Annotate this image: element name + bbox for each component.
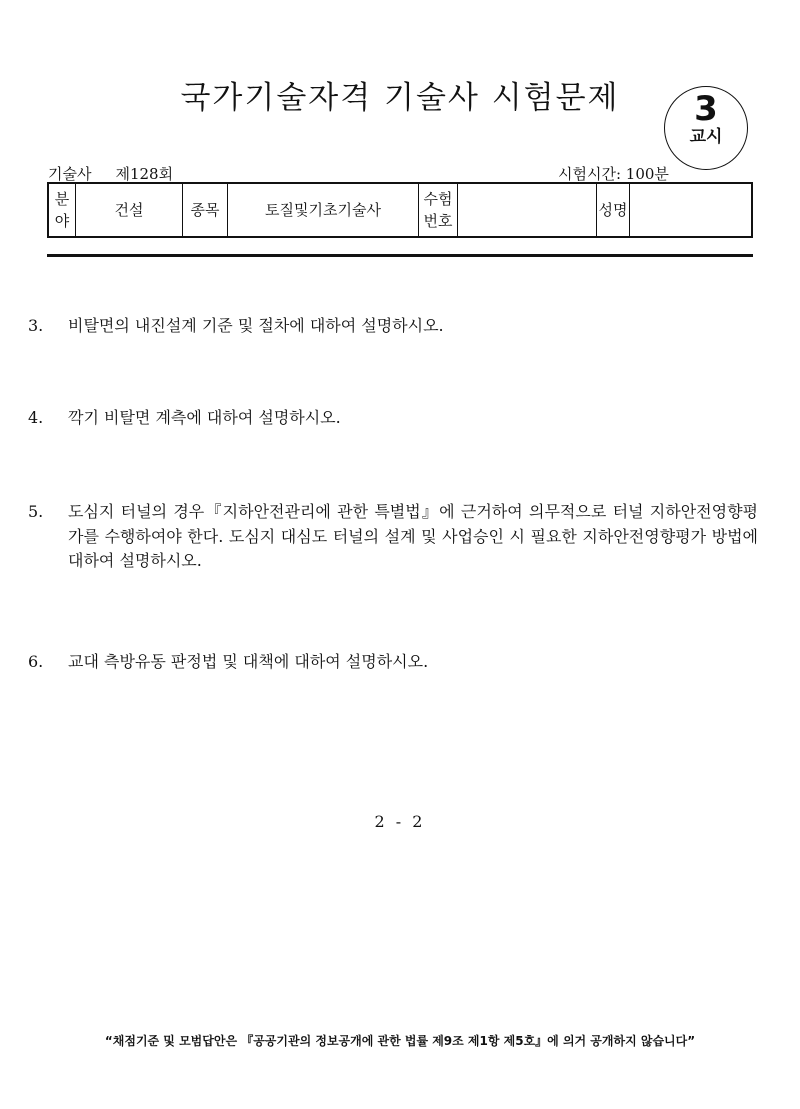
page-title: 국가기술자격 기술사 시험문제 bbox=[180, 80, 620, 116]
exam-type: 기술사 bbox=[48, 165, 92, 183]
name-field[interactable] bbox=[630, 183, 753, 237]
session-label: 교시 bbox=[689, 127, 723, 147]
exam-round: 제128회 bbox=[115, 165, 174, 183]
exam-number-label: 수험번호 bbox=[419, 183, 458, 237]
exam-number-field[interactable] bbox=[458, 183, 597, 237]
header-divider bbox=[47, 254, 753, 257]
name-label: 성명 bbox=[597, 183, 630, 237]
question-text: 깍기 비탈면 계측에 대하여 설명하시오. bbox=[68, 408, 341, 427]
exam-time: 시험시간: 100분 bbox=[558, 165, 669, 183]
question-text: 도심지 터널의 경우『지하안전관리에 관한 특별법』에 근거하여 의무적으로 터널 지하안전영향평가를 수행하여야 한다. 도심지 대심도 터널의 설계 및 사업승인 시 필요한 지하안전영향평가 방법에 대하여 설명하시오. bbox=[68, 502, 758, 570]
question-5 bbox=[28, 500, 758, 574]
session-badge bbox=[664, 86, 748, 170]
question-number: 5. bbox=[28, 502, 44, 521]
exam-meta bbox=[48, 163, 197, 184]
question-4 bbox=[28, 406, 758, 431]
footer-notice: “채점기준 및 모범답안은 『공공기관의 정보공개에 관한 법률 제9조 제1항 제5호』에 의거 공개하지 않습니다” bbox=[104, 1034, 696, 1048]
question-3 bbox=[28, 314, 758, 339]
session-number: 3 bbox=[694, 89, 718, 129]
category-label: 종목 bbox=[183, 183, 228, 237]
page-number: 2 - 2 bbox=[374, 812, 426, 831]
question-text: 교대 측방유동 판정법 및 대책에 대하여 설명하시오. bbox=[68, 652, 429, 671]
field-label: 분야 bbox=[48, 183, 76, 237]
question-text: 비탈면의 내진설계 기준 및 절차에 대하여 설명하시오. bbox=[68, 316, 444, 335]
field-value: 건설 bbox=[76, 183, 183, 237]
question-number: 3. bbox=[28, 316, 44, 335]
question-number: 4. bbox=[28, 408, 44, 427]
exam-info-table bbox=[47, 182, 753, 238]
question-6 bbox=[28, 650, 758, 675]
category-value: 토질및기초기술사 bbox=[228, 183, 419, 237]
question-number: 6. bbox=[28, 652, 44, 671]
